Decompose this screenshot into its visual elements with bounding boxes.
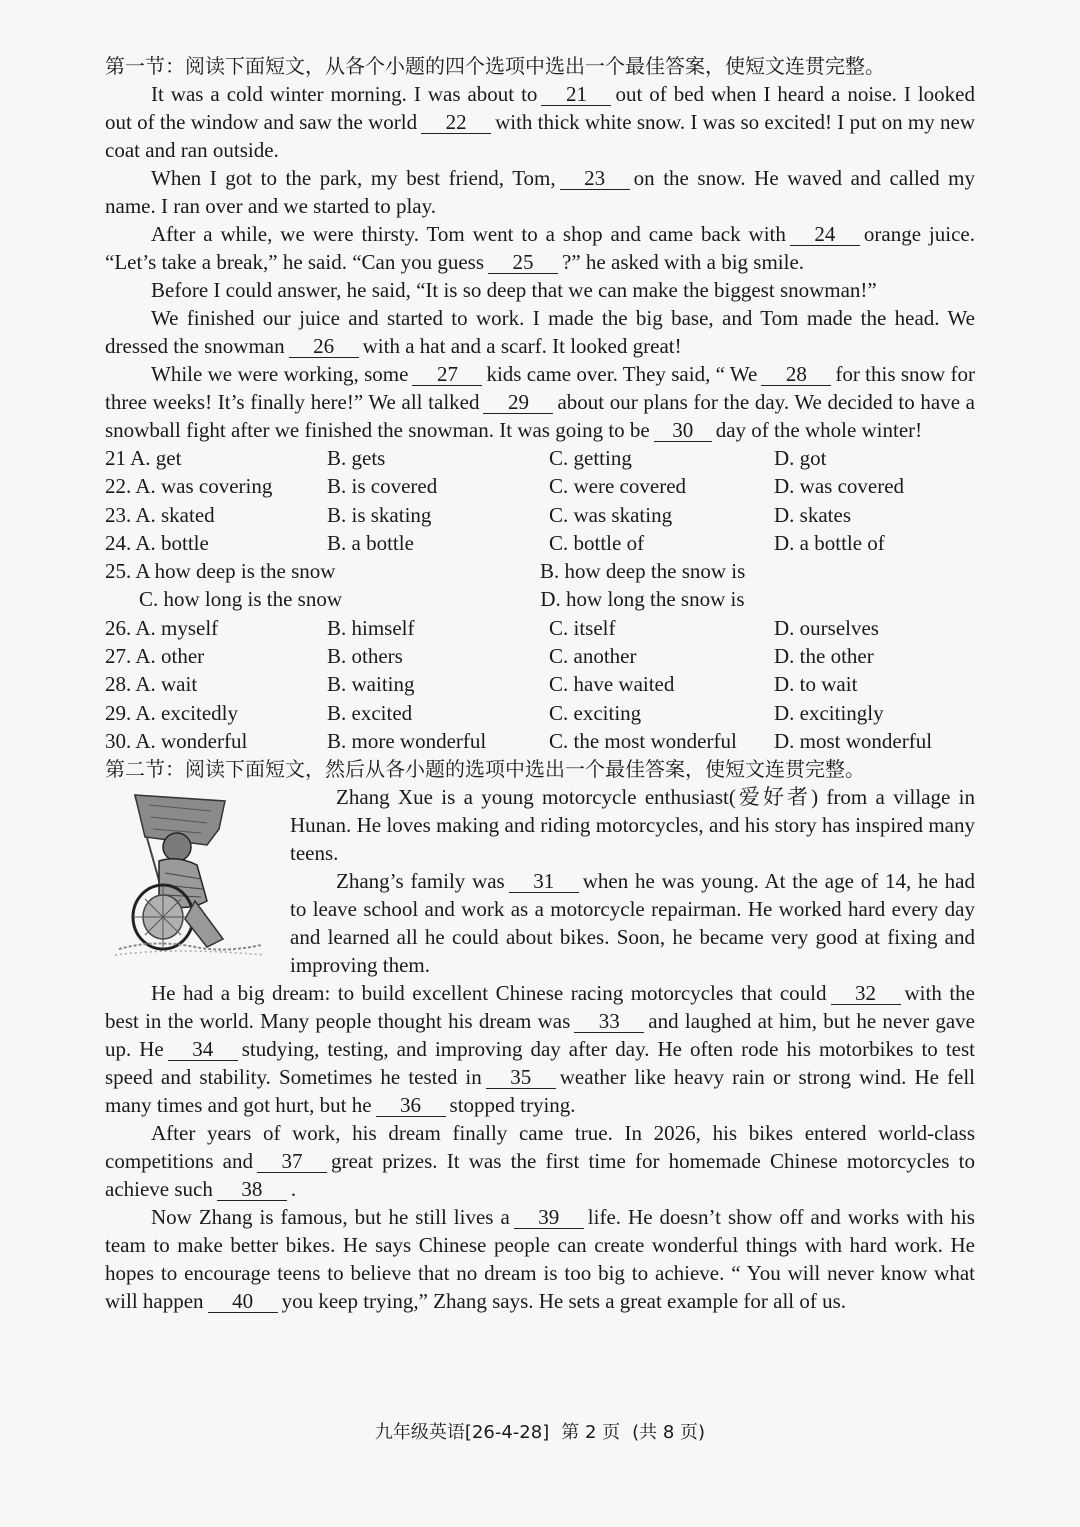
text: After a while, we were thirsty. Tom went to a shop and came back with <box>151 222 786 246</box>
option-d: D. ourselves <box>774 615 879 640</box>
text: day of the whole winter! <box>715 418 923 442</box>
option-b: B. excited <box>327 700 413 725</box>
option-b: B. a bottle <box>327 530 414 555</box>
option-c: C. exciting <box>549 700 642 725</box>
blank-28: 28 <box>761 363 831 386</box>
text: He had a big dream: to build excellent Chinese racing motorcycles that could <box>151 981 827 1006</box>
text: on the snow. He waved and called my name. I ran over and we started to play. <box>105 166 975 218</box>
option-a: 26. A. myself <box>105 615 219 640</box>
blank-35: 35 <box>486 1066 556 1089</box>
blank-33: 33 <box>574 1010 644 1033</box>
option-d: D. got <box>774 446 827 470</box>
text: . <box>290 1177 297 1202</box>
blank-38: 38 <box>217 1178 287 1201</box>
option-b: B. waiting <box>327 672 415 697</box>
option-c: C. how long is the snow <box>139 587 343 612</box>
passage1-paragraph6 <box>105 360 975 444</box>
blank-21: 21 <box>541 83 611 106</box>
text: with the best in the world. Many people thought his dream was <box>105 981 975 1034</box>
text: with thick white snow. I was so excited! I put on my new coat and ran outside. <box>105 110 975 162</box>
option-c: C. was skating <box>549 502 673 527</box>
option-a: 23. A. skated <box>105 502 215 527</box>
blank-24: 24 <box>790 223 860 246</box>
footer-course: 九年级英语[26-4-28] <box>374 1422 550 1443</box>
options-q24 <box>105 529 975 557</box>
text: After years of work, his dream finally came true. In 2026, his bikes entered world-class competitions and <box>105 1121 975 1174</box>
blank-31: 31 <box>509 870 579 893</box>
option-c: C. have waited <box>549 672 675 697</box>
options-q28 <box>105 670 975 698</box>
blank-30: 30 <box>654 419 712 442</box>
text: ?” he asked with a big smile. <box>562 250 805 274</box>
option-c: C. itself <box>549 615 616 640</box>
rider-sketch-icon <box>115 789 265 961</box>
option-b: B. himself <box>327 615 415 640</box>
text: about our plans for the day. We decided to have a snowball fight after we finished the snowman. It was going to be <box>105 390 975 442</box>
options-q29 <box>105 699 975 727</box>
options-q25-row1 <box>105 557 975 585</box>
passage2-paragraph1: Zhang Xue is a young motorcycle enthusiast(爱好者) from a village in Hunan. He loves making and riding motorcycles, and his story has inspired many teens. <box>290 785 975 866</box>
option-a: 29. A. excitedly <box>105 700 238 725</box>
option-b: B. gets <box>327 446 386 470</box>
text: While we were working, some <box>151 362 409 386</box>
text: We finished our juice and started to work. I made the big base, and Tom made the head. We dressed the snowman <box>105 306 975 358</box>
blank-29: 29 <box>483 391 553 414</box>
passage2-paragraph2 <box>290 867 975 979</box>
blank-26: 26 <box>289 335 359 358</box>
text: weather like heavy rain or strong wind. He fell many times and got hurt, but he <box>105 1065 976 1118</box>
options-q26 <box>105 614 975 642</box>
option-c: C. the most wonderful <box>549 728 737 753</box>
option-a: 21 A. get <box>105 446 182 470</box>
passage1-paragraph4: Before I could answer, he said, “It is so deep that we can make the biggest snowman!” <box>151 278 877 302</box>
text: when he was young. At the age of 14, he had to leave school and work as a motorcycle repairman. He worked hard every day and learned all he could about bikes. Soon, he became very good at fixing and improving them. <box>290 869 975 978</box>
option-d: D. how long the snow is <box>540 587 745 612</box>
blank-27: 27 <box>412 363 482 386</box>
option-b: B. others <box>327 644 403 669</box>
options-q22 <box>105 472 975 500</box>
option-d: D. the other <box>774 644 874 669</box>
option-a: 28. A. wait <box>105 672 198 697</box>
passage1-paragraph5 <box>105 304 975 360</box>
option-b: B. is skating <box>327 502 432 527</box>
option-a: 22. A. was covering <box>105 474 273 499</box>
option-c: C. getting <box>549 446 632 470</box>
blank-37: 37 <box>257 1150 327 1173</box>
section2-passage <box>105 783 975 979</box>
blank-36: 36 <box>376 1094 446 1117</box>
option-d: D. to wait <box>774 672 858 697</box>
text: out of bed when I heard a noise. I looked out of the window and saw the world <box>105 82 976 134</box>
passage1-paragraph1 <box>105 80 975 164</box>
page-footer <box>0 1418 1080 1444</box>
text: stopped trying. <box>449 1093 576 1118</box>
options-q27 <box>105 642 975 670</box>
option-c: C. were covered <box>549 474 687 499</box>
passage1-paragraph2 <box>105 164 975 220</box>
option-c: C. another <box>549 644 637 669</box>
page-content <box>105 52 975 1315</box>
options-q21 <box>105 444 975 472</box>
text: Now Zhang is famous, but he still lives a <box>151 1205 510 1230</box>
blank-23: 23 <box>560 167 630 190</box>
passage1-paragraph3 <box>105 220 975 276</box>
option-b: B. is covered <box>327 474 438 499</box>
passage2-paragraph4 <box>105 1119 975 1203</box>
section1-heading: 第一节：阅读下面短文，从各个小题的四个选项中选出一个最佳答案，使短文连贯完整。 <box>105 54 885 78</box>
text: with a hat and a scarf. It looked great! <box>362 334 682 358</box>
blank-34: 34 <box>168 1038 238 1061</box>
options-q30 <box>105 727 975 755</box>
motorcycle-rider-illustration <box>115 789 265 961</box>
option-d: D. most wonderful <box>774 728 933 753</box>
option-a: 30. A. wonderful <box>105 728 248 753</box>
option-c: C. bottle of <box>549 530 645 555</box>
options-list <box>105 444 975 755</box>
text: orange juice. “Let’s take a break,” he said. “Can you guess <box>105 222 975 274</box>
option-a: 25. A how deep is the snow <box>105 559 336 584</box>
blank-32: 32 <box>831 982 901 1005</box>
passage2-paragraph3 <box>105 979 975 1119</box>
options-q23 <box>105 501 975 529</box>
section2-heading: 第二节：阅读下面短文，然后从各小题的选项中选出一个最佳答案，使短文连贯完整。 <box>105 757 865 782</box>
option-b: B. how deep the snow is <box>540 559 746 584</box>
blank-40: 40 <box>208 1290 278 1313</box>
text: you keep trying,” Zhang says. He sets a great example for all of us. <box>281 1289 847 1314</box>
blank-22: 22 <box>421 111 491 134</box>
text: studying, testing, and improving day after day. He often rode his motorbikes to test speed and stability. Sometimes he tested in <box>105 1037 975 1090</box>
option-d: D. was covered <box>774 474 905 499</box>
blank-25: 25 <box>488 251 558 274</box>
option-d: D. a bottle of <box>774 530 885 555</box>
option-a: 27. A. other <box>105 644 205 669</box>
passage2-paragraph5 <box>105 1203 975 1315</box>
option-b: B. more wonderful <box>327 728 487 753</box>
blank-39: 39 <box>514 1206 584 1229</box>
text: When I got to the park, my best friend, Tom, <box>151 166 556 190</box>
option-a: 24. A. bottle <box>105 530 209 555</box>
text: It was a cold winter morning. I was about to <box>151 82 538 106</box>
option-d: D. skates <box>774 502 851 527</box>
text: life. He doesn’t show off and works with his team to make better bikes. He says Chinese people can create wonderful things with hard work. He hopes to encourage teens to believe that no dream is too big to achieve. “ You will never know what will happen <box>105 1205 975 1314</box>
option-d: D. excitingly <box>774 700 884 725</box>
text: and laughed at him, but he never gave up. He <box>105 1009 975 1062</box>
text: great prizes. It was the first time for homemade Chinese motorcycles to achieve such <box>105 1149 975 1202</box>
text: for this snow for three weeks! It’s finally here!” We all talked <box>105 362 975 414</box>
options-q25-row2 <box>105 585 975 613</box>
footer-page-number: 第 2 页 <box>561 1422 621 1443</box>
footer-total-pages: (共 8 页) <box>632 1422 706 1443</box>
text: kids came over. They said, “ We <box>486 362 758 386</box>
text: Zhang’s family was <box>336 869 505 894</box>
